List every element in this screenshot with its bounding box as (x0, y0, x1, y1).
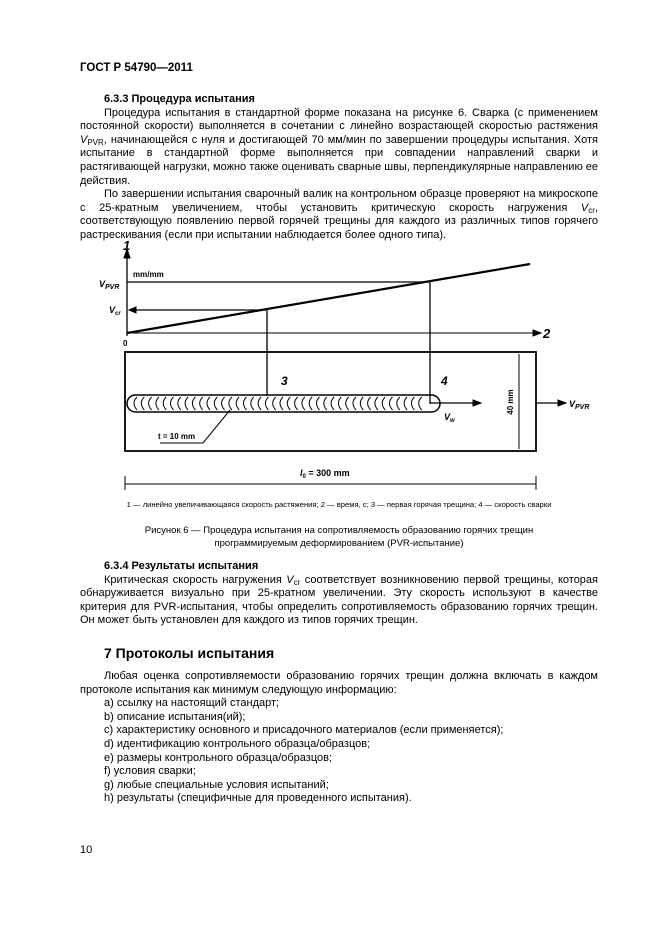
weld-ripple (163, 397, 166, 410)
text: Процедура испытания в стандартной форме показана на рисунке 6. Сварка (с применением постоянной скорости) выполняется в сочетании с линейно возрастающей скоростью растяжения (80, 106, 598, 133)
weld-ripple (411, 397, 414, 410)
weld-ripple (419, 397, 422, 410)
weld-ripple (382, 397, 385, 410)
section-6-3-3-title: 6.3.3 Процедура испытания (104, 93, 255, 105)
list-item: h) результаты (специфичные для проведенного испытания). (104, 792, 412, 805)
vcr-sub: cr (115, 311, 121, 317)
svg-text:VPVR (569, 399, 589, 411)
thickness-label: t = 10 mm (158, 432, 196, 441)
weld-ripple (338, 397, 341, 410)
caption-line: Рисунок 6 — Процедура испытания на сопротивляемость образованию горячих трещин (144, 525, 534, 536)
weld-ripple (236, 397, 239, 410)
vpvr-right-label: V (569, 399, 576, 409)
weld-ripple (192, 397, 195, 410)
symbol: V (80, 133, 88, 146)
weld-ripple (287, 397, 290, 410)
svg-text:Vw (444, 412, 455, 424)
weld-ripple (397, 397, 400, 410)
weld-bead (127, 395, 440, 412)
paragraph (80, 574, 598, 628)
weld-ripple (265, 397, 268, 410)
figure-legend: 1 — линейно увеличивающаяся скорость растяжения; 2 — время, с; 3 — первая горячая трещина; 4 — скорость сварки (126, 500, 552, 509)
weld-ripple (324, 397, 327, 410)
weld-ripple (149, 397, 152, 410)
weld-ripple (273, 397, 276, 410)
weld-ripple (244, 397, 247, 410)
weld-ripple (280, 397, 283, 410)
weld-ripple (317, 397, 320, 410)
weld-ripple (222, 397, 225, 410)
length-symbol: l (300, 468, 303, 478)
vpvr-label: V (99, 279, 106, 289)
vpvr-right-sub: PVR (575, 404, 590, 411)
caption-line: программируемым деформированием (PVR-испытание) (214, 538, 464, 549)
label-3: 3 (281, 374, 288, 388)
figure-caption-block (80, 500, 598, 806)
symbol-sub: cr (588, 205, 595, 215)
weld-ripple (331, 397, 334, 410)
x-axis-label: 2 (543, 326, 551, 341)
weld-ripple (207, 397, 210, 410)
weld-ripple (360, 397, 363, 410)
weld-ripple (346, 397, 349, 410)
symbol-sub: PVR (87, 137, 104, 147)
text: , начинающейся с нуля и достигающей 70 мм/мин по завершении процедуры испытания. Хотя испытание в стандартной форме выполняется при совпадении направлений сварки и растягивающей нагрузки, можно также оценивать сварные швы, перпендикулярные направлению ее действия. (80, 133, 598, 187)
height-dimension: 40 mm (506, 389, 515, 415)
paragraph: Любая оценка сопротивляемости образованию горячих трещин должна включать в каждом протоколе испытания как минимум следующую информацию: (80, 669, 598, 696)
weld-ripple (229, 397, 232, 410)
weld-ripple (295, 397, 298, 410)
section-6-3-4-title: 6.3.4 Результаты испытания (104, 560, 259, 572)
text: По завершении испытания сварочный валик на контрольном образце проверяют на микроскопе с 25-кратным увеличением, чтобы установить критическую скорость нагружения (80, 188, 598, 214)
text: соответствует возникновению первой трещины, которая обнаруживается визуально при 25-кратном увеличении. Эту скорость используют в качестве критерия для PVR-испытания, чтобы определить сопротивляемость образованию горячих трещин. Он может быть установлен для каждого из типов горячих трещин. (80, 573, 599, 627)
weld-ripple (302, 397, 305, 410)
document-header: ГОСТ Р 54790—2011 (80, 62, 193, 74)
y-axis-label: 1 (123, 238, 131, 253)
list-item: c) характеристику основного и присадочного материалов (если применяется); (104, 724, 504, 737)
symbol: V (580, 201, 589, 214)
svg-text:l0 = 300 mm (300, 468, 350, 480)
weld-ripple (375, 397, 378, 410)
figure-caption (80, 524, 598, 550)
section-7-title: 7 Протоколы испытания (104, 644, 275, 661)
text: , соответствующую появлению первой горячей трещины для каждого из различных типов горячего растрескивания (если при испытании наблюдается более одного типа). (80, 201, 598, 241)
weld-ripple (214, 397, 217, 410)
list-item: b) описание испытания(ий); (104, 710, 246, 723)
list-item: f) условия сварки; (104, 765, 196, 778)
length-value: = 300 mm (305, 468, 350, 478)
weld-ripple (178, 397, 181, 410)
list-item: e) размеры контрольного образца/образцов; (104, 751, 333, 764)
length-sub: 0 (302, 474, 306, 480)
origin-label: 0 (123, 339, 128, 348)
unit-label: mm/mm (133, 270, 164, 279)
list-item: g) любые специальные условия испытаний; (104, 778, 329, 791)
page-number: 10 (80, 844, 93, 856)
weld-ripple (390, 397, 393, 410)
weld-ripple (156, 397, 159, 410)
label-4: 4 (441, 374, 448, 388)
svg-text:VPVR (99, 279, 119, 291)
weld-ripple (353, 397, 356, 410)
symbol-sub: cr (293, 577, 301, 587)
text: Критическая скорость нагружения (104, 573, 287, 586)
weld-ripple (251, 397, 254, 410)
vw-sub: w (450, 418, 455, 424)
weld-ripple (404, 397, 407, 410)
list-item: a) ссылку на настоящий стандарт; (104, 697, 280, 710)
weld-ripple (141, 397, 144, 410)
weld-ripple (185, 397, 188, 410)
report-items-list (80, 697, 598, 806)
list-item: d) идентификацию контрольного образца/образцов; (104, 737, 371, 750)
weld-ripple (200, 397, 203, 410)
symbol: V (286, 573, 294, 586)
vw-label: V (444, 412, 451, 422)
weld-ripple (309, 397, 312, 410)
weld-ripple (171, 397, 174, 410)
weld-ripple (258, 397, 261, 410)
svg-text:Vcr (109, 305, 121, 317)
weld-ripple (368, 397, 371, 410)
vpvr-sub: PVR (105, 284, 120, 291)
weld-ripple (134, 397, 137, 410)
vcr-label: V (109, 305, 116, 315)
strain-rate-ramp (127, 264, 530, 333)
